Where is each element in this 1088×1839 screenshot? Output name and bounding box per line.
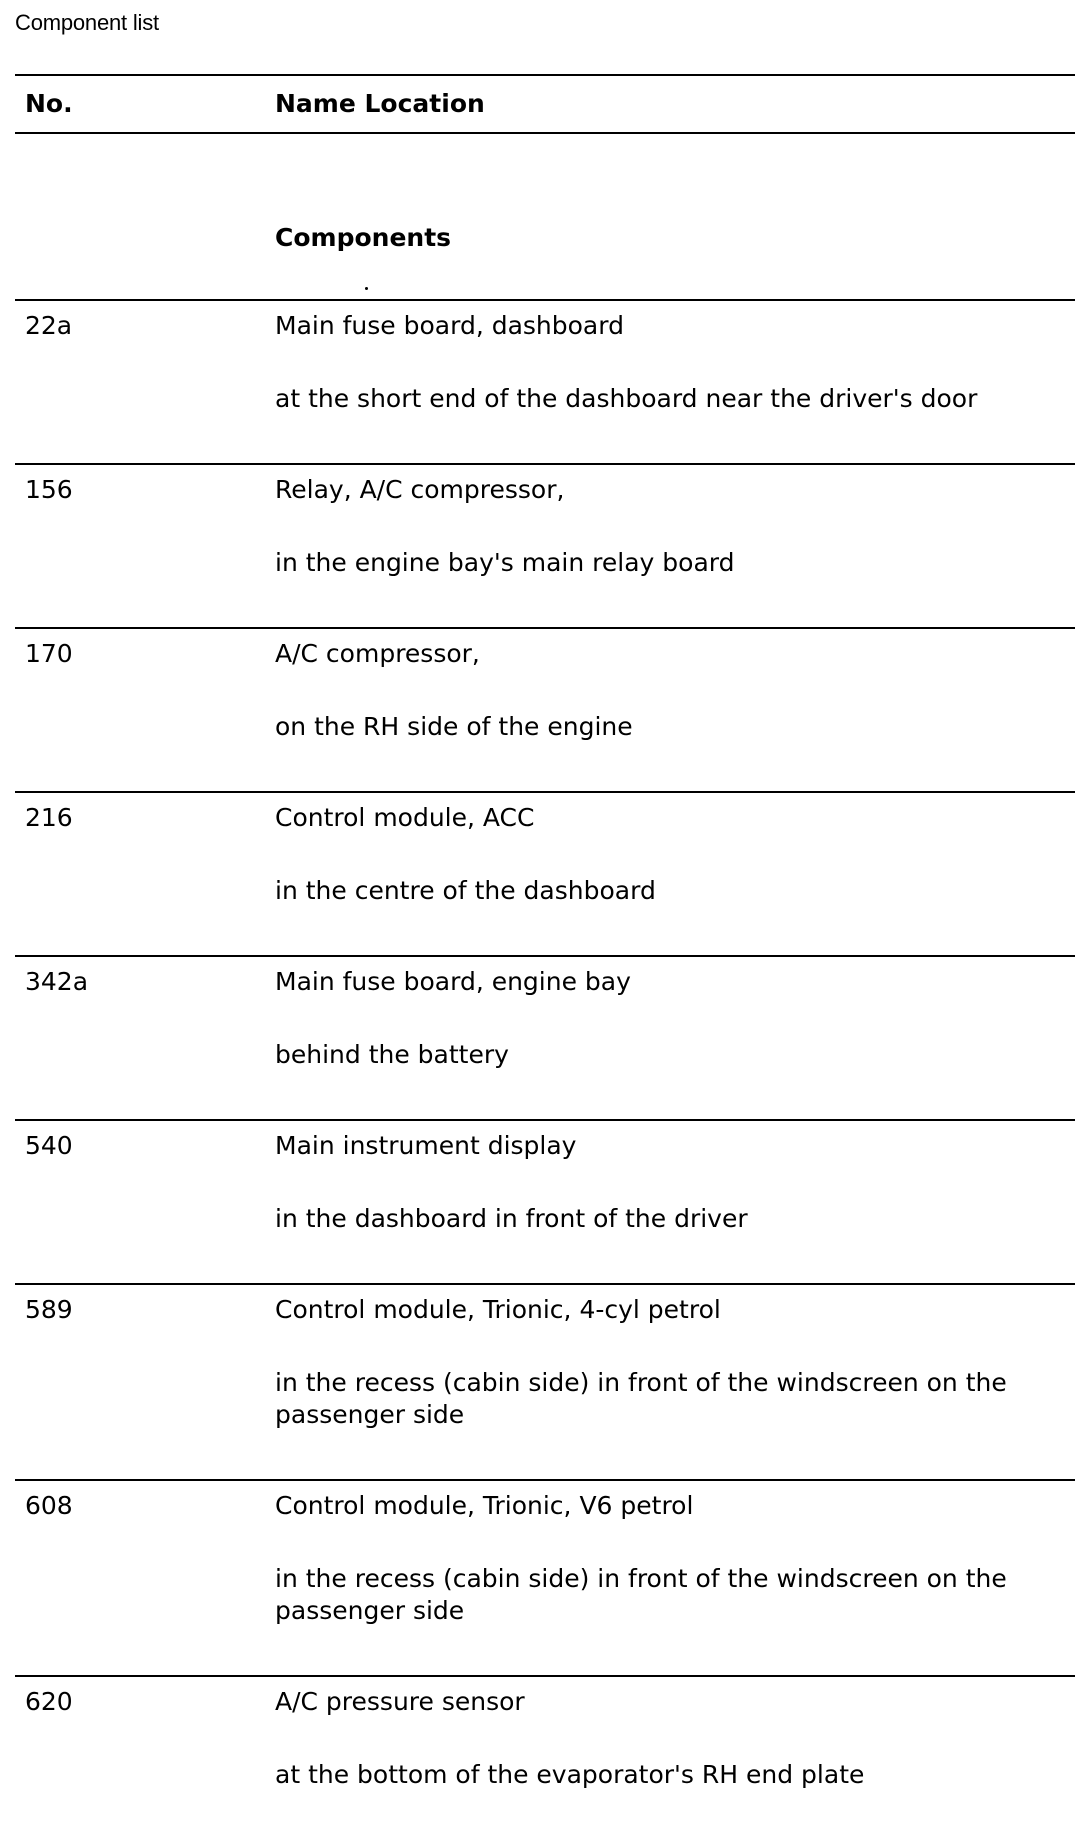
- document-title: Component list: [15, 10, 159, 35]
- table-row: [15, 629, 1075, 791]
- component-name: Main instrument display: [275, 1131, 577, 1160]
- component-name: A/C pressure sensor: [275, 1687, 525, 1716]
- component-number: 342a: [25, 967, 89, 996]
- table-row: [15, 465, 1075, 627]
- component-name: Main fuse board, dashboard: [275, 311, 624, 340]
- component-name: A/C compressor,: [275, 639, 480, 668]
- stray-dot: [365, 287, 368, 290]
- component-location: at the short end of the dashboard near the driver's door: [275, 384, 978, 413]
- component-number: 216: [25, 803, 73, 832]
- component-location: in the dashboard in front of the driver: [275, 1204, 748, 1233]
- component-name: Main fuse board, engine bay: [275, 967, 631, 996]
- component-table: [15, 74, 1075, 1839]
- table-row: [15, 957, 1075, 1119]
- table-row: [15, 301, 1075, 463]
- component-number: 22a: [25, 311, 73, 340]
- component-location: on the RH side of the engine: [275, 712, 633, 741]
- component-location: in the centre of the dashboard: [275, 876, 656, 905]
- component-number: 540: [25, 1131, 73, 1160]
- component-number: 620: [25, 1687, 73, 1716]
- table-row: [15, 793, 1075, 955]
- header-no: No.: [25, 89, 73, 118]
- component-name: Control module, Trionic, V6 petrol: [275, 1491, 694, 1520]
- component-number: 170: [25, 639, 73, 668]
- component-location: in the recess (cabin side) in front of the windscreen on the passenger side: [275, 1564, 1007, 1625]
- component-number: 608: [25, 1491, 73, 1520]
- component-location: at the bottom of the evaporator's RH end plate: [275, 1760, 865, 1789]
- component-name: Control module, Trionic, 4-cyl petrol: [275, 1295, 721, 1324]
- section-heading: [15, 134, 1075, 299]
- section-label: Components: [275, 223, 452, 252]
- header-name-location: Name Location: [275, 89, 485, 118]
- table-row: [15, 1285, 1075, 1479]
- component-number: 589: [25, 1295, 73, 1324]
- component-number: 156: [25, 475, 73, 504]
- table-header: [15, 76, 1075, 132]
- component-location: in the recess (cabin side) in front of the windscreen on the passenger side: [275, 1368, 1007, 1429]
- component-name: Control module, ACC: [275, 803, 535, 832]
- component-location: behind the battery: [275, 1040, 509, 1069]
- table-row: [15, 1677, 1075, 1839]
- table-row: [15, 1481, 1075, 1675]
- component-location: in the engine bay's main relay board: [275, 548, 735, 577]
- table-row: [15, 1121, 1075, 1283]
- component-name: Relay, A/C compressor,: [275, 475, 565, 504]
